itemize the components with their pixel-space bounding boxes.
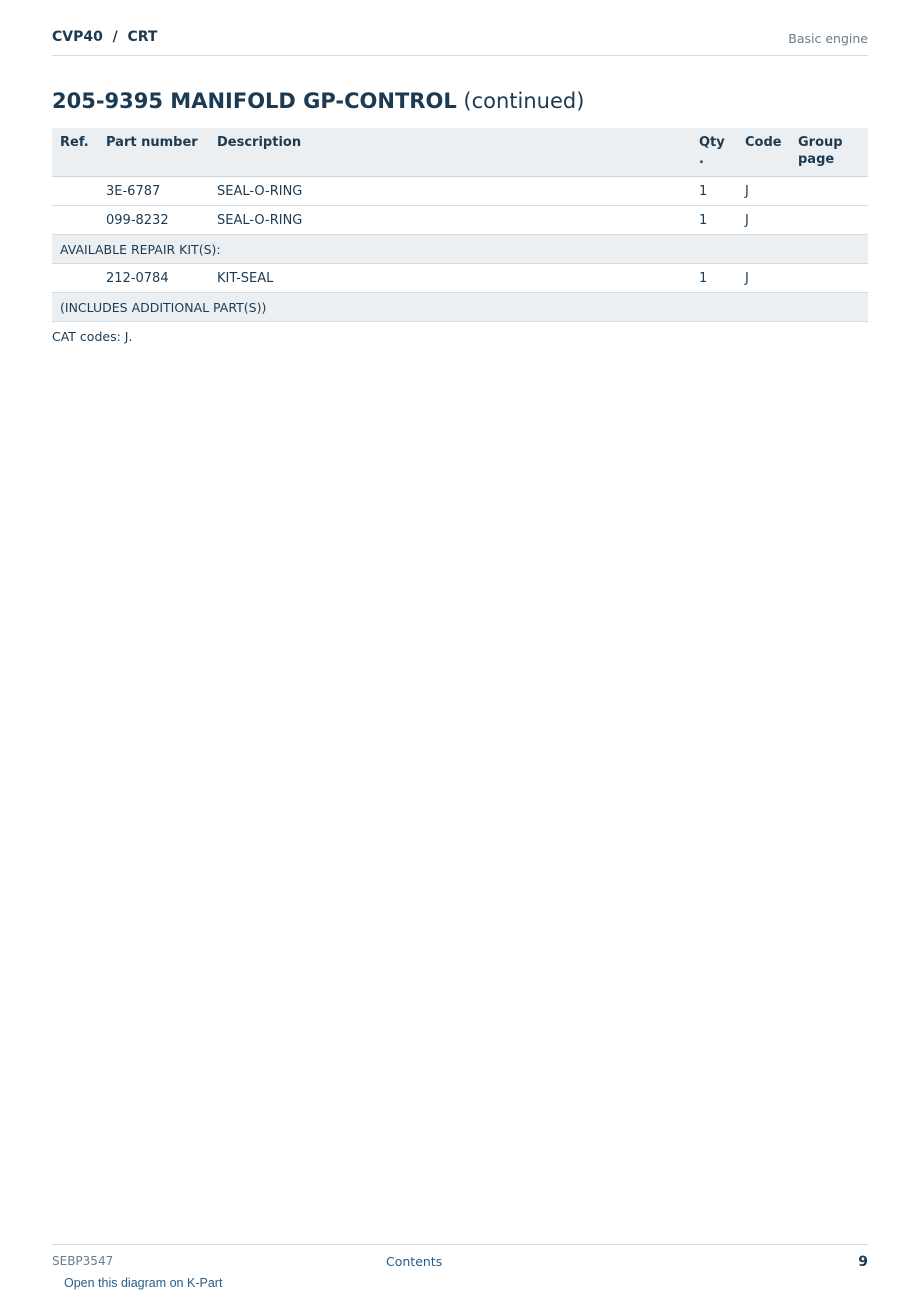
- document-code: SEBP3547: [52, 1254, 114, 1268]
- col-header-group-line2: page: [798, 152, 835, 167]
- repair-kit-heading-row: [52, 235, 868, 264]
- table-row: [52, 206, 868, 235]
- section-name: Basic engine: [788, 31, 868, 46]
- col-header-code: Code: [737, 128, 790, 177]
- cell-part-number: 3E-6787: [98, 177, 209, 206]
- cell-description: SEAL-O-RING: [209, 177, 691, 206]
- col-header-qty-line2: .: [699, 152, 704, 167]
- cell-qty: 1: [691, 177, 737, 206]
- page-footer: [52, 1244, 868, 1275]
- table-row: [52, 177, 868, 206]
- assembly-title: 205-9395 MANIFOLD GP-CONTROL: [52, 89, 457, 113]
- page-number: 9: [858, 1254, 868, 1270]
- includes-note: (INCLUDES ADDITIONAL PART(S)): [52, 293, 868, 322]
- col-header-qty: [691, 128, 737, 177]
- table-header-row: [52, 128, 868, 177]
- contents-link[interactable]: Contents: [386, 1254, 443, 1269]
- model-breadcrumb: CVP40 / CRT: [52, 29, 158, 45]
- cell-part-number: 099-8232: [98, 206, 209, 235]
- cell-group-page: [790, 177, 868, 206]
- cell-ref: [52, 206, 98, 235]
- cell-ref: [52, 177, 98, 206]
- title-continued-suffix: (continued): [456, 89, 585, 113]
- cell-qty: 1: [691, 206, 737, 235]
- cell-description: KIT-SEAL: [209, 264, 691, 293]
- cell-qty: 1: [691, 264, 737, 293]
- cell-code: J: [737, 177, 790, 206]
- col-header-description: Description: [209, 128, 691, 177]
- cell-group-page: [790, 264, 868, 293]
- page-title: [52, 89, 584, 113]
- col-header-part-number: Part number: [98, 128, 209, 177]
- open-kpart-link[interactable]: Open this diagram on K-Part: [64, 1276, 223, 1290]
- parts-table: [52, 128, 868, 322]
- cell-description: SEAL-O-RING: [209, 206, 691, 235]
- cell-code: J: [737, 206, 790, 235]
- cell-group-page: [790, 206, 868, 235]
- includes-note-row: [52, 293, 868, 322]
- col-header-group-line1: Group: [798, 135, 843, 150]
- table-row: [52, 264, 868, 293]
- col-header-ref: Ref.: [52, 128, 98, 177]
- cell-part-number: 212-0784: [98, 264, 209, 293]
- col-header-group-page: [790, 128, 868, 177]
- col-header-qty-line1: Qty: [699, 135, 725, 150]
- repair-kit-label: AVAILABLE REPAIR KIT(S):: [52, 235, 868, 264]
- page-header: [52, 28, 868, 56]
- cell-ref: [52, 264, 98, 293]
- cat-codes-note: CAT codes: J.: [52, 329, 133, 344]
- cell-code: J: [737, 264, 790, 293]
